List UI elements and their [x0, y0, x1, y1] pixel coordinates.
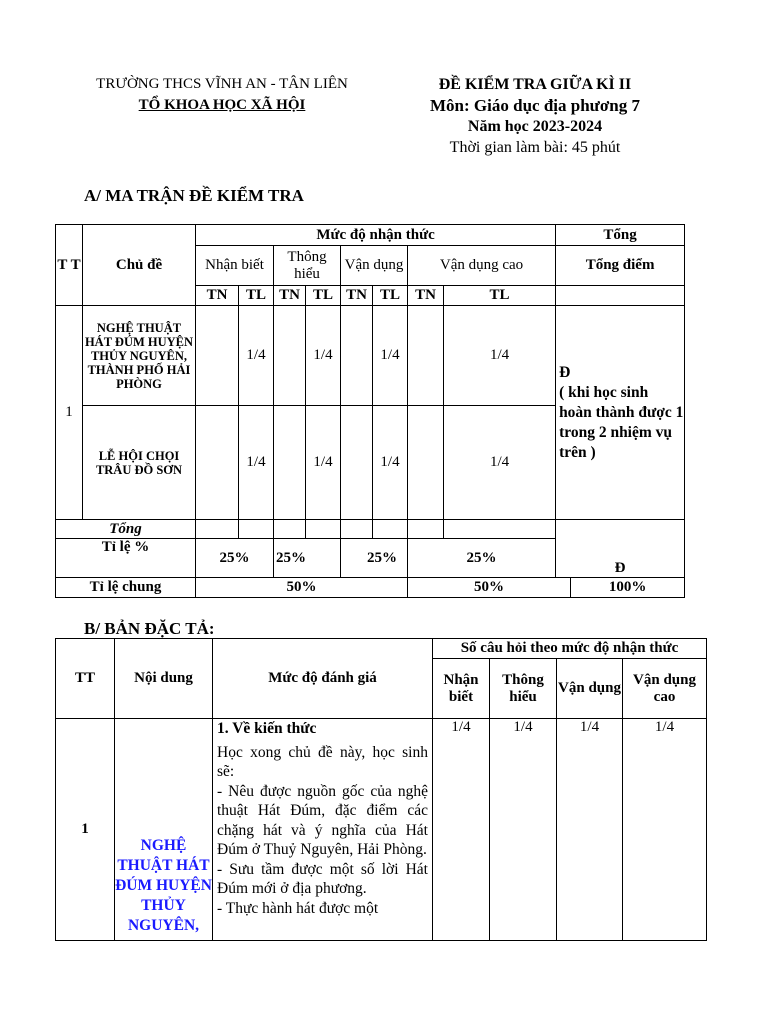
th-tl: TL: [373, 286, 408, 306]
cell-value: 1/4: [373, 306, 408, 406]
cell: [341, 406, 373, 520]
score-note: ( khi học sinh hoàn thành được 1 trong 2 nhiệm vụ trên ): [559, 383, 684, 461]
exam-title: ĐỀ KIỂM TRA GIỮA KÌ II: [438, 76, 632, 93]
content-topic: NGHỆ THUẬT HÁT ĐÚM HUYỆN THỦY NGUYÊN,: [115, 719, 213, 941]
school-header: [62, 74, 382, 116]
common-total: 100%: [571, 578, 685, 598]
th-tn: TN: [274, 286, 306, 306]
cell-value: 1/4: [239, 406, 274, 520]
eval-cell: [213, 719, 433, 941]
th-topic: Chủ đề: [83, 225, 196, 306]
th-apply-high: Vận dụng cao: [623, 659, 707, 719]
knowledge-title: 1. Về kiến thức: [217, 720, 317, 737]
th-understand: Thông hiểu: [274, 246, 341, 286]
department-name: TỔ KHOA HỌC XÃ HỘI: [138, 97, 306, 113]
cell: [274, 406, 306, 520]
cell-value: 1/4: [306, 306, 341, 406]
th-content: Nội dung: [115, 639, 213, 719]
ratio-score-cell: Đ: [556, 520, 685, 578]
th-apply: Vận dụng: [341, 246, 408, 286]
exam-subject: Môn: Giáo dục địa phương 7: [430, 96, 640, 115]
spec-table: [55, 638, 707, 941]
cell: [196, 520, 239, 539]
section-b-title: B/ BẢN ĐẶC TẢ:: [84, 619, 215, 638]
cell-value: 1/4: [373, 406, 408, 520]
exam-header: [405, 74, 665, 158]
ratio-understand: 25%: [274, 539, 341, 578]
ratio-label: Tỉ lệ %: [56, 539, 196, 578]
matrix-table: [55, 224, 685, 598]
q-understand: 1/4: [490, 719, 557, 941]
th-tn: TN: [341, 286, 373, 306]
th-eval: Mức độ đánh giá: [213, 639, 433, 719]
th-apply-high: Vận dụng cao: [408, 246, 556, 286]
topic-cell: LỄ HỘI CHỌI TRÂU ĐỒ SƠN: [83, 406, 196, 520]
cell-value: 1/4: [239, 306, 274, 406]
ratio-apply-high: 25%: [408, 539, 556, 578]
th-understand: Thông hiểu: [490, 659, 557, 719]
exam-duration: Thời gian làm bài: 45 phút: [449, 139, 621, 156]
th-tl: TL: [239, 286, 274, 306]
cell: [239, 520, 274, 539]
cell: [408, 306, 444, 406]
intro-text: Học xong chủ đề này, học sinh sẽ:: [217, 743, 428, 780]
cell: [444, 520, 556, 539]
cell: [306, 520, 341, 539]
th-total-score: Tổng điểm: [556, 246, 685, 286]
total-score-cell: [556, 306, 685, 520]
ratio-recognize: 25%: [196, 539, 274, 578]
th-questions: Số câu hỏi theo mức độ nhận thức: [433, 639, 707, 659]
bullet-2: - Sưu tầm được một số lời Hát Đúm mới ở địa phương.: [217, 860, 428, 897]
th-tt: TT: [56, 639, 115, 719]
common-right: 50%: [408, 578, 571, 598]
cell: [196, 306, 239, 406]
th-total: Tổng: [556, 225, 685, 246]
th-apply: Vận dụng: [557, 659, 623, 719]
th-recognize: Nhận biết: [433, 659, 490, 719]
score-d: Đ: [559, 363, 571, 381]
q-apply: 1/4: [557, 719, 623, 941]
total-row-label: Tổng: [56, 520, 196, 539]
ratio-apply: 25%: [341, 539, 408, 578]
cell: [341, 520, 373, 539]
th-tt: T T: [56, 225, 83, 306]
cell: [341, 306, 373, 406]
exam-year: Năm học 2023-2024: [467, 118, 603, 135]
common-label: Tỉ lệ chung: [56, 578, 196, 598]
cell: [408, 520, 444, 539]
th-recognize: Nhận biết: [196, 246, 274, 286]
q-apply-high: 1/4: [623, 719, 707, 941]
cell: [196, 406, 239, 520]
cell-value: 1/4: [306, 406, 341, 520]
th-tn: TN: [196, 286, 239, 306]
empty-cell: [556, 286, 685, 306]
q-recognize: 1/4: [433, 719, 490, 941]
bullet-3: - Thực hành hát được một: [217, 899, 379, 917]
topic-cell: NGHỆ THUẬT HÁT ĐÚM HUYỆN THỦY NGUYÊN, THÀNH PHỐ HẢI PHÒNG: [83, 306, 196, 406]
row-number: 1: [56, 306, 83, 520]
th-level: Mức độ nhận thức: [196, 225, 556, 246]
bullet-1: - Nêu được nguồn gốc của nghệ thuật Hát Đúm, đặc điểm các chặng hát và ý nghĩa của Hát Đúm ở Thuỷ Nguyên, Hải Phòng.: [217, 782, 428, 858]
cell: [408, 406, 444, 520]
cell: [373, 520, 408, 539]
school-name: TRƯỜNG THCS VĨNH AN - TÂN LIÊN: [96, 76, 348, 92]
th-tn: TN: [408, 286, 444, 306]
common-left: 50%: [196, 578, 408, 598]
cell: [274, 306, 306, 406]
th-tl: TL: [306, 286, 341, 306]
row-number: 1: [56, 719, 115, 941]
th-tl: TL: [444, 286, 556, 306]
cell-value: 1/4: [444, 406, 556, 520]
section-a-title: A/ MA TRẬN ĐỀ KIỂM TRA: [84, 186, 304, 205]
cell: [274, 520, 306, 539]
cell-value: 1/4: [444, 306, 556, 406]
